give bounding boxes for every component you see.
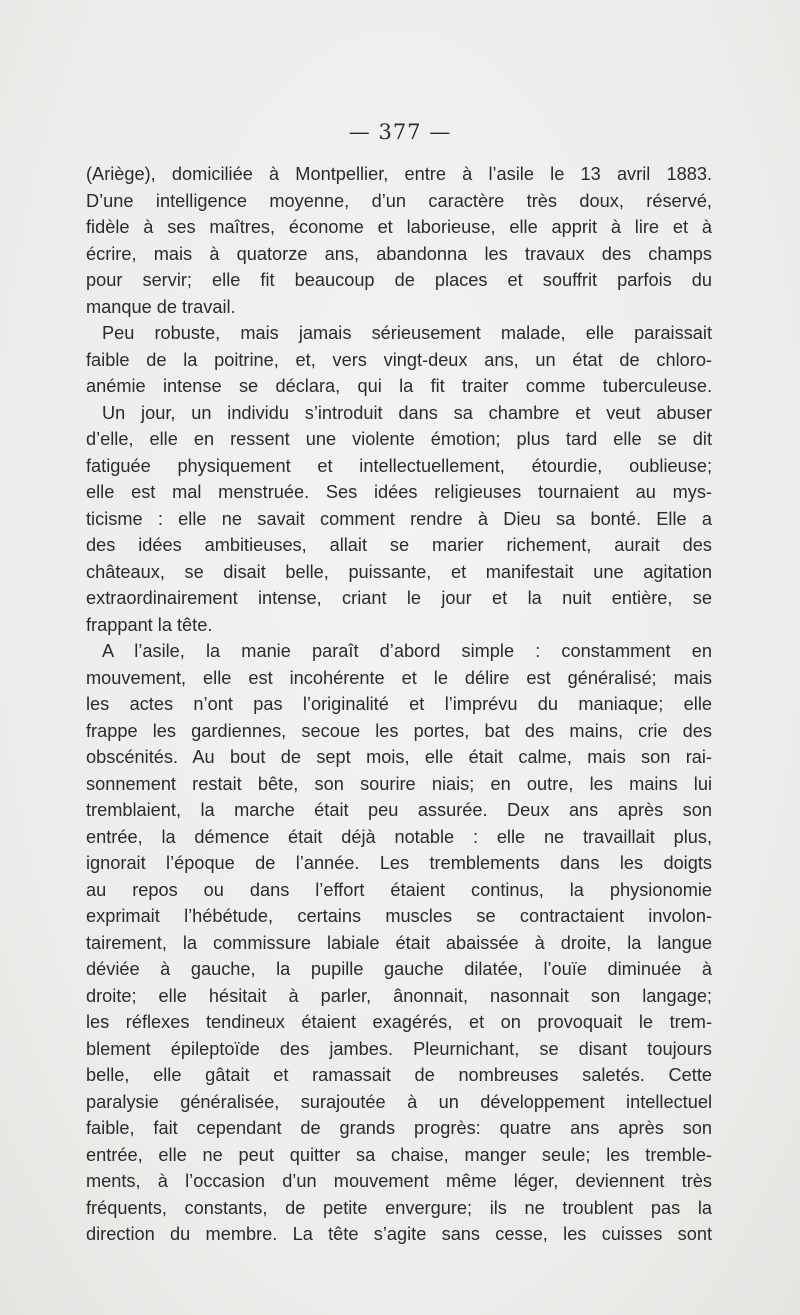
text-line: tairement, la commissure labiale était abaissée à droite, la langue bbox=[86, 932, 712, 953]
text-line: au repos ou dans l’effort étaient continus, la physionomie bbox=[86, 879, 712, 900]
text-line: ignorait l’époque de l’année. Les tremblements dans les doigts bbox=[86, 853, 712, 873]
text-line: anémie intense se déclara, qui la fit traiter comme tuberculeuse. bbox=[86, 376, 712, 396]
text-line: faible, fait cependant de grands progrès: quatre ans après son bbox=[86, 1118, 712, 1138]
body-text bbox=[86, 161, 712, 1248]
text-line: belle, elle gâtait et ramassait de nombreuses saletés. Cette bbox=[86, 1065, 712, 1085]
text-line: D’une intelligence moyenne, d’un caractère très doux, réservé, bbox=[86, 190, 712, 211]
text-line: direction du membre. La tête s’agite sans cesse, les cuisses sont bbox=[86, 1224, 712, 1244]
text-line: exprimait l’hébétude, certains muscles se contractaient involon- bbox=[86, 906, 712, 926]
text-line: châteaux, se disait belle, puissante, et manifestait une agitation bbox=[86, 561, 712, 582]
text-line: ments, à l’occasion d’un mouvement même léger, deviennent très bbox=[86, 1171, 712, 1191]
text-line: extraordinairement intense, criant le jour et la nuit entière, se bbox=[86, 588, 712, 608]
text-line: des idées ambitieuses, allait se marier richement, aurait des bbox=[86, 535, 712, 555]
text-line: manque de travail. bbox=[86, 296, 236, 317]
text-line: les réflexes tendineux étaient exagérés, et on provoquait le trem- bbox=[86, 1012, 712, 1032]
text-line: déviée à gauche, la pupille gauche dilatée, l’ouïe diminuée à bbox=[86, 959, 712, 979]
page-number: — 377 — bbox=[348, 120, 452, 144]
text-line: paralysie généralisée, surajoutée à un développement intellectuel bbox=[86, 1091, 712, 1112]
text-line: pour servir; elle fit beaucoup de places et souffrit parfois du bbox=[86, 270, 712, 290]
text-line: Peu robuste, mais jamais sérieusement malade, elle paraissait bbox=[102, 323, 712, 343]
text-line: elle est mal menstruée. Ses idées religieuses tournaient au mys- bbox=[86, 482, 712, 502]
text-line: fidèle à ses maîtres, économe et laborieuse, elle apprit à lire et à bbox=[86, 217, 712, 237]
text-line: fréquents, constants, de petite envergure; ils ne troublent pas la bbox=[86, 1197, 712, 1218]
text-line: ticisme : elle ne savait comment rendre à Dieu sa bonté. Elle a bbox=[86, 508, 712, 529]
text-line: entrée, elle ne peut quitter sa chaise, manger seule; les tremble- bbox=[86, 1144, 712, 1165]
text-line: frappe les gardiennes, secoue les portes, bat des mains, crie des bbox=[86, 720, 712, 741]
text-line: sonnement restait bête, son sourire niais; en outre, les mains lui bbox=[86, 773, 712, 794]
text-line: droite; elle hésitait à parler, ânonnait, nasonnait son langage; bbox=[86, 985, 712, 1006]
text-line: tremblaient, la marche était peu assurée. Deux ans après son bbox=[86, 800, 712, 820]
text-line: entrée, la démence était déjà notable : elle ne travaillait plus, bbox=[86, 826, 712, 847]
text-line: blement épileptoïde des jambes. Pleurnichant, se disant toujours bbox=[86, 1038, 712, 1059]
text-line: obscénités. Au bout de sept mois, elle était calme, mais son rai- bbox=[86, 747, 712, 767]
text-line: fatiguée physiquement et intellectuellement, étourdie, oublieuse; bbox=[86, 455, 712, 476]
text-line: Un jour, un individu s’introduit dans sa chambre et veut abuser bbox=[102, 402, 712, 423]
text-line: (Ariège), domiciliée à Montpellier, entre à l’asile le 13 avril 1883. bbox=[86, 164, 712, 184]
text-line: les actes n’ont pas l’originalité et l’imprévu du maniaque; elle bbox=[86, 694, 712, 714]
text-line: écrire, mais à quatorze ans, abandonna les travaux des champs bbox=[86, 243, 712, 264]
text-line: faible de la poitrine, et, vers vingt-deux ans, un état de chloro- bbox=[86, 349, 712, 370]
text-line: mouvement, elle est incohérente et le délire est généralisé; mais bbox=[86, 667, 712, 688]
text-line: frappant la tête. bbox=[86, 614, 213, 635]
text-line: d’elle, elle en ressent une violente émotion; plus tard elle se dit bbox=[86, 429, 712, 449]
text-line: A l’asile, la manie paraît d’abord simple : constamment en bbox=[102, 641, 712, 661]
